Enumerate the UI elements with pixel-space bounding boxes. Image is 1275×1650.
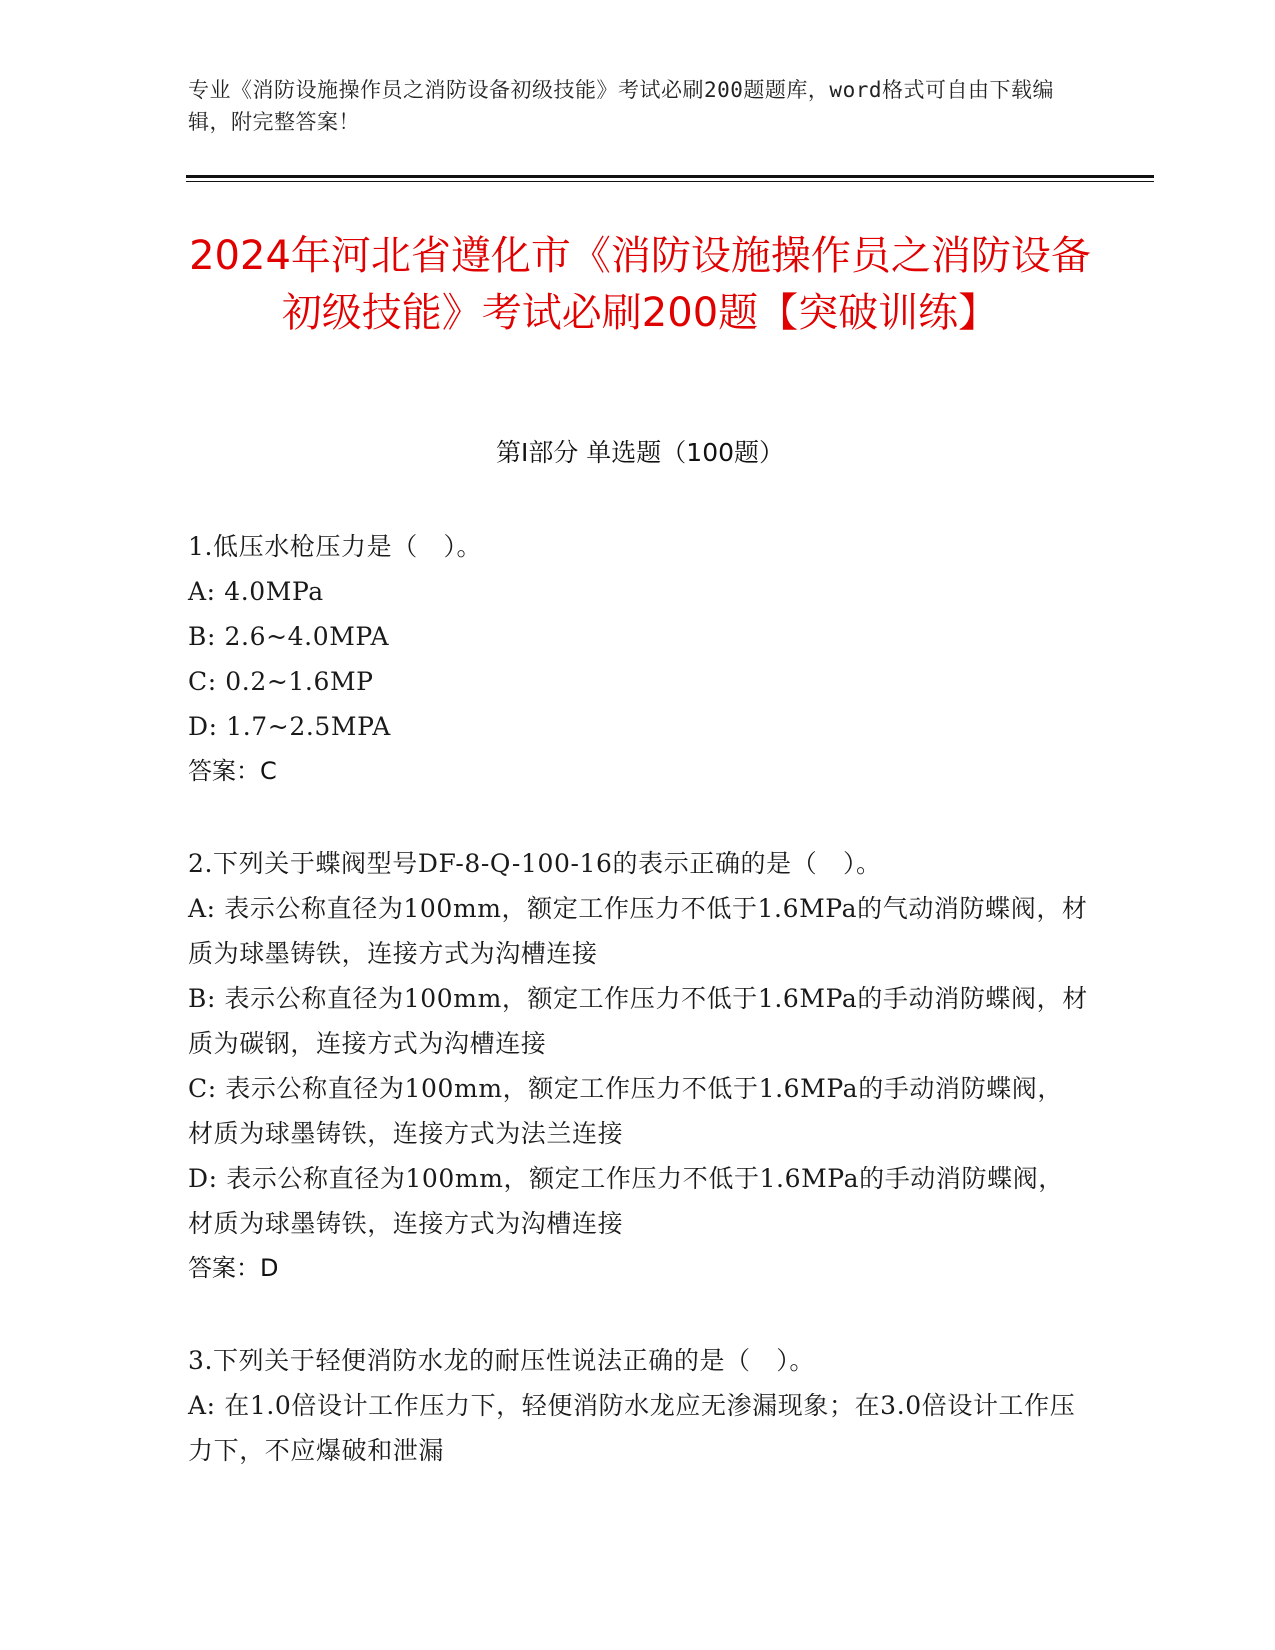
- header-divider-thick: [186, 175, 1154, 178]
- document-title: 2024年河北省遵化市《消防设施操作员之消防设备初级技能》考试必刷200题【突破训练】: [189, 233, 1091, 336]
- option-d: D: 1.7~2.5MPA: [188, 712, 391, 741]
- option-d: D: 表示公称直径为100mm，额定工作压力不低于1.6MPa的手动消防蝶阀，材质为球墨铸铁，连接方式为沟槽连接: [188, 1164, 1064, 1238]
- option-a: A: 表示公称直径为100mm，额定工作压力不低于1.6MPa的气动消防蝶阀，材质为球墨铸铁，连接方式为沟槽连接: [188, 894, 1088, 968]
- answer-line: 答案：C: [188, 757, 277, 785]
- question-stem: 3.下列关于轻便消防水龙的耐压性说法正确的是（ ）。: [188, 1346, 815, 1375]
- question-list: [188, 524, 1088, 1520]
- section-heading: 第I部分 单选题（100题）: [495, 438, 785, 467]
- option-c: C: 表示公称直径为100mm，额定工作压力不低于1.6MPa的手动消防蝶阀，材质为球墨铸铁，连接方式为法兰连接: [188, 1074, 1063, 1148]
- question-3: [188, 1338, 1088, 1473]
- answer-line: 答案：D: [188, 1254, 279, 1282]
- option-b: B: 2.6~4.0MPA: [188, 622, 390, 651]
- option-c: C: 0.2~1.6MP: [188, 667, 374, 696]
- question-2: [188, 841, 1088, 1291]
- option-a: A: 4.0MPa: [188, 577, 324, 606]
- question-stem: 1.低压水枪压力是（ ）。: [188, 532, 483, 561]
- question-stem: 2.下列关于蝶阀型号DF-8-Q-100-16的表示正确的是（ ）。: [188, 849, 882, 878]
- header-note: 专业《消防设施操作员之消防设备初级技能》考试必刷200题题库，word格式可自由下载编辑，附完整答案！: [188, 78, 1054, 134]
- header-divider-thin: [186, 181, 1154, 182]
- option-b: B: 表示公称直径为100mm，额定工作压力不低于1.6MPa的手动消防蝶阀，材质为碳钢，连接方式为沟槽连接: [188, 984, 1088, 1058]
- option-a: A: 在1.0倍设计工作压力下，轻便消防水龙应无渗漏现象；在3.0倍设计工作压力下，不应爆破和泄漏: [188, 1391, 1076, 1465]
- question-1: [188, 524, 1088, 794]
